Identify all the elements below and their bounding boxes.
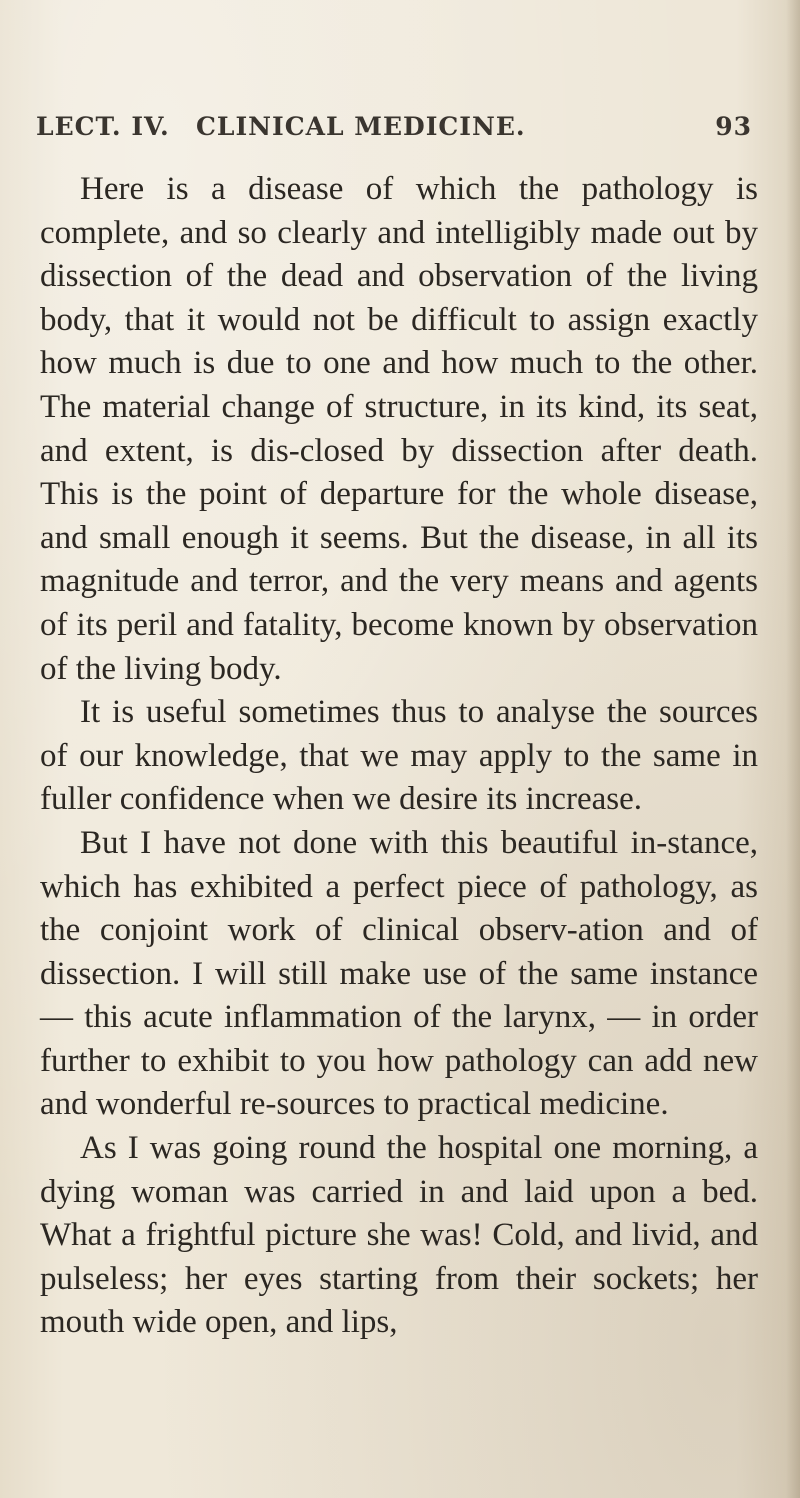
paragraph-1: Here is a disease of which the pathology is complete, and so clearly and intelligibly made out by dissection of the dead and observation of the living body, that it would not be difficult to assign exactly how much is due to one and how much to the other. The material change of structure, in its kind, its seat, and extent, is dis-closed by dissection after death. This is the point of departure for the whole disease, and small enough it seems. But the disease, in all its magnitude and terror, and the very means and agents of its peril and fatality, become known by observation of the living body.	[40, 171, 758, 687]
paragraph-4: As I was going round the hospital one morning, a dying woman was carried in and laid upon a bed. What a frightful picture she was! Cold, and livid, and pulseless; her eyes starting from their sockets; her mouth wide open, and lips,	[40, 1130, 758, 1341]
lecture-number: LECT. IV.	[36, 112, 170, 141]
paragraph-2: It is useful sometimes thus to analyse the sources of our knowledge, that we may apply to the same in fuller confidence when we desire its increase.	[40, 694, 758, 818]
paragraph-3: But I have not done with this beautiful in-stance, which has exhibited a perfect piece of pathology, as the conjoint work of clinical observ-ation and of dissection. I will still make use of the same instance — this acute inflammation of the larynx, — in order further to exhibit to you how pathology can add new and wonderful re-sources to practical medicine.	[40, 824, 758, 1123]
page-edge-shadow	[786, 0, 800, 1498]
page-number: 93	[715, 112, 752, 141]
body-text	[40, 168, 758, 1345]
running-header	[36, 112, 752, 152]
running-title: CLINICAL MEDICINE.	[196, 112, 526, 141]
